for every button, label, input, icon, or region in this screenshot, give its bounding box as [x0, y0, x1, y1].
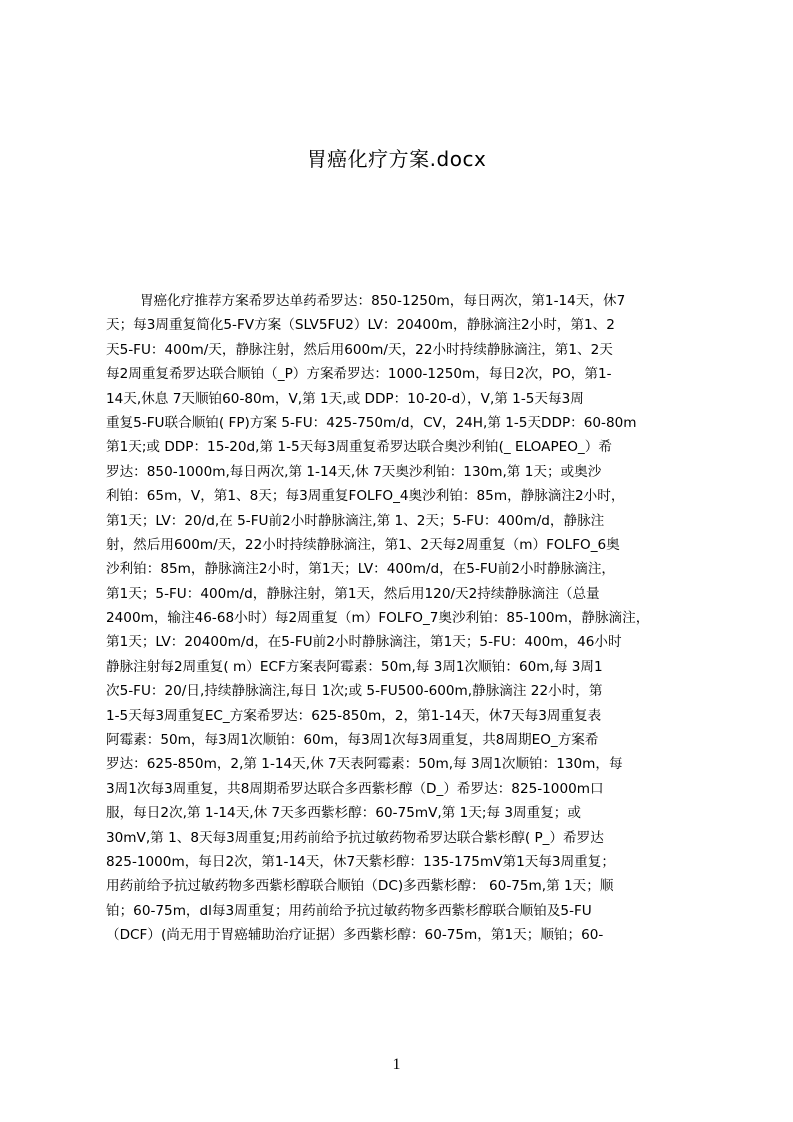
page-number: 1 [392, 1056, 401, 1073]
text-line: 罗达：850-1000m,每日两次,第 1-14天,休 7天奥沙利铂：130m,第 1天；或奥沙 [106, 463, 602, 480]
text-line: 天5-FU：400m/天，静脉注射，然后用600m/天，22小时持续静脉滴注，第1、2天 [106, 341, 613, 358]
text-line: 14天,休息 7天顺铂60-80m，V,第 1天,或 DDP：10-20-d），V,第 1-5天每3周 [106, 390, 584, 407]
text-line: 用药前给予抗过敏药物多西紫杉醇联合顺铂（DC)多西紫杉醇： 60-75m,第 1天；顺 [106, 878, 614, 895]
text-line: 825-1000m，每日2次，第1-14天，休7天紫杉醇：135-175mV第1天每3周重复； [106, 853, 615, 870]
text-line: 2400m，输注46-68小时）每2周重复（m）FOLFO_7奥沙利铂：85-100m，静脉滴注， [106, 610, 650, 627]
text-line: 次5-FU：20/日,持续静脉滴注,每日 1次;或 5-FU500-600m,静脉滴注 22小时，第 [106, 683, 603, 700]
text-line: 第1天；LV：20/d,在 5-FU前2小时静脉滴注,第 1、2天；5-FU：400m/d，静脉注 [106, 512, 605, 529]
document-title: 胃癌化疗方案.docx [306, 147, 487, 171]
text-line: 天；每3周重复简化5-FV方案（SLV5FU2）LV：20400m，静脉滴注2小时，第1、2 [106, 317, 615, 334]
text-line: 利铂：65m，V，第1、8天；每3周重复FOLFO_4奥沙利铂：85m，静脉滴注2小时， [106, 488, 625, 505]
text-line: 胃癌化疗推荐方案希罗达单药希罗达：850-1250m，每日两次，第1-14天，休7 [140, 293, 626, 309]
text-line: 30mV,第 1、8天每3周重复;用药前给予抗过敏药物希罗达联合紫杉醇( P_）希罗达 [106, 829, 604, 846]
text-line: 服，每日2次,第 1-14天,休 7天多西紫杉醇：60-75mV,第 1天;每 3周重复；或 [106, 805, 581, 822]
document-body [106, 289, 702, 1029]
text-line: 3周1次每3周重复，共8周期希罗达联合多西紫杉醇（D_）希罗达：825-1000m口 [106, 780, 604, 797]
text-line: （DCF）(尚无用于胃癌辅助治疗证据）多西紫杉醇：60-75m，第1天；顺铂；60- [106, 927, 604, 944]
text-line: 第1天;或 DDP：15-20d,第 1-5天每3周重复希罗达联合奥沙利铂(_ ELOAPEO_）希 [106, 439, 612, 456]
text-line: 1-5天每3周重复EC_方案希罗达：625-850m，2，第1-14天，休7天每3周重复表 [106, 707, 602, 724]
text-line: 阿霉素：50m，每3周1次顺铂：60m，每3周1次每3周重复，共8周期EO_方案希 [106, 732, 599, 749]
text-line: 射，然后用600m/天，22小时持续静脉滴注，第1、2天每2周重复（m）FOLFO_6奥 [106, 536, 620, 553]
text-line: 沙利铂：85m，静脉滴注2小时，第1天；LV：400m/d，在5-FU前2小时静脉滴注， [106, 561, 616, 578]
text-line: 第1天；LV：20400m/d，在5-FU前2小时静脉滴注，第1天；5-FU：400m，46小时 [106, 634, 622, 651]
text-line: 静脉注射每2周重复( m）ECF方案表阿霉素：50m,每 3周1次顺铂：60m,每 3周1 [106, 658, 603, 675]
text-line: 铂；60-75m，dl每3周重复；用药前给予抗过敏药物多西紫杉醇联合顺铂及5-FU [106, 902, 592, 919]
text-line: 重复5-FU联合顺铂( FP)方案 5-FU：425-750m/d，CV，24H,第 1-5天DDP：60-80m [106, 414, 637, 431]
text-line: 第1天；5-FU：400m/d，静脉注射，第1天，然后用120/天2持续静脉滴注（总量 [106, 585, 600, 602]
text-line: 每2周重复希罗达联合顺铂（_P）方案希罗达：1000-1250m，每日2次，PO，第1- [106, 366, 612, 383]
text-line: 罗达：625-850m，2,第 1-14天,休 7天表阿霉素：50m,每 3周1次顺铂：130m，每 [106, 756, 623, 773]
